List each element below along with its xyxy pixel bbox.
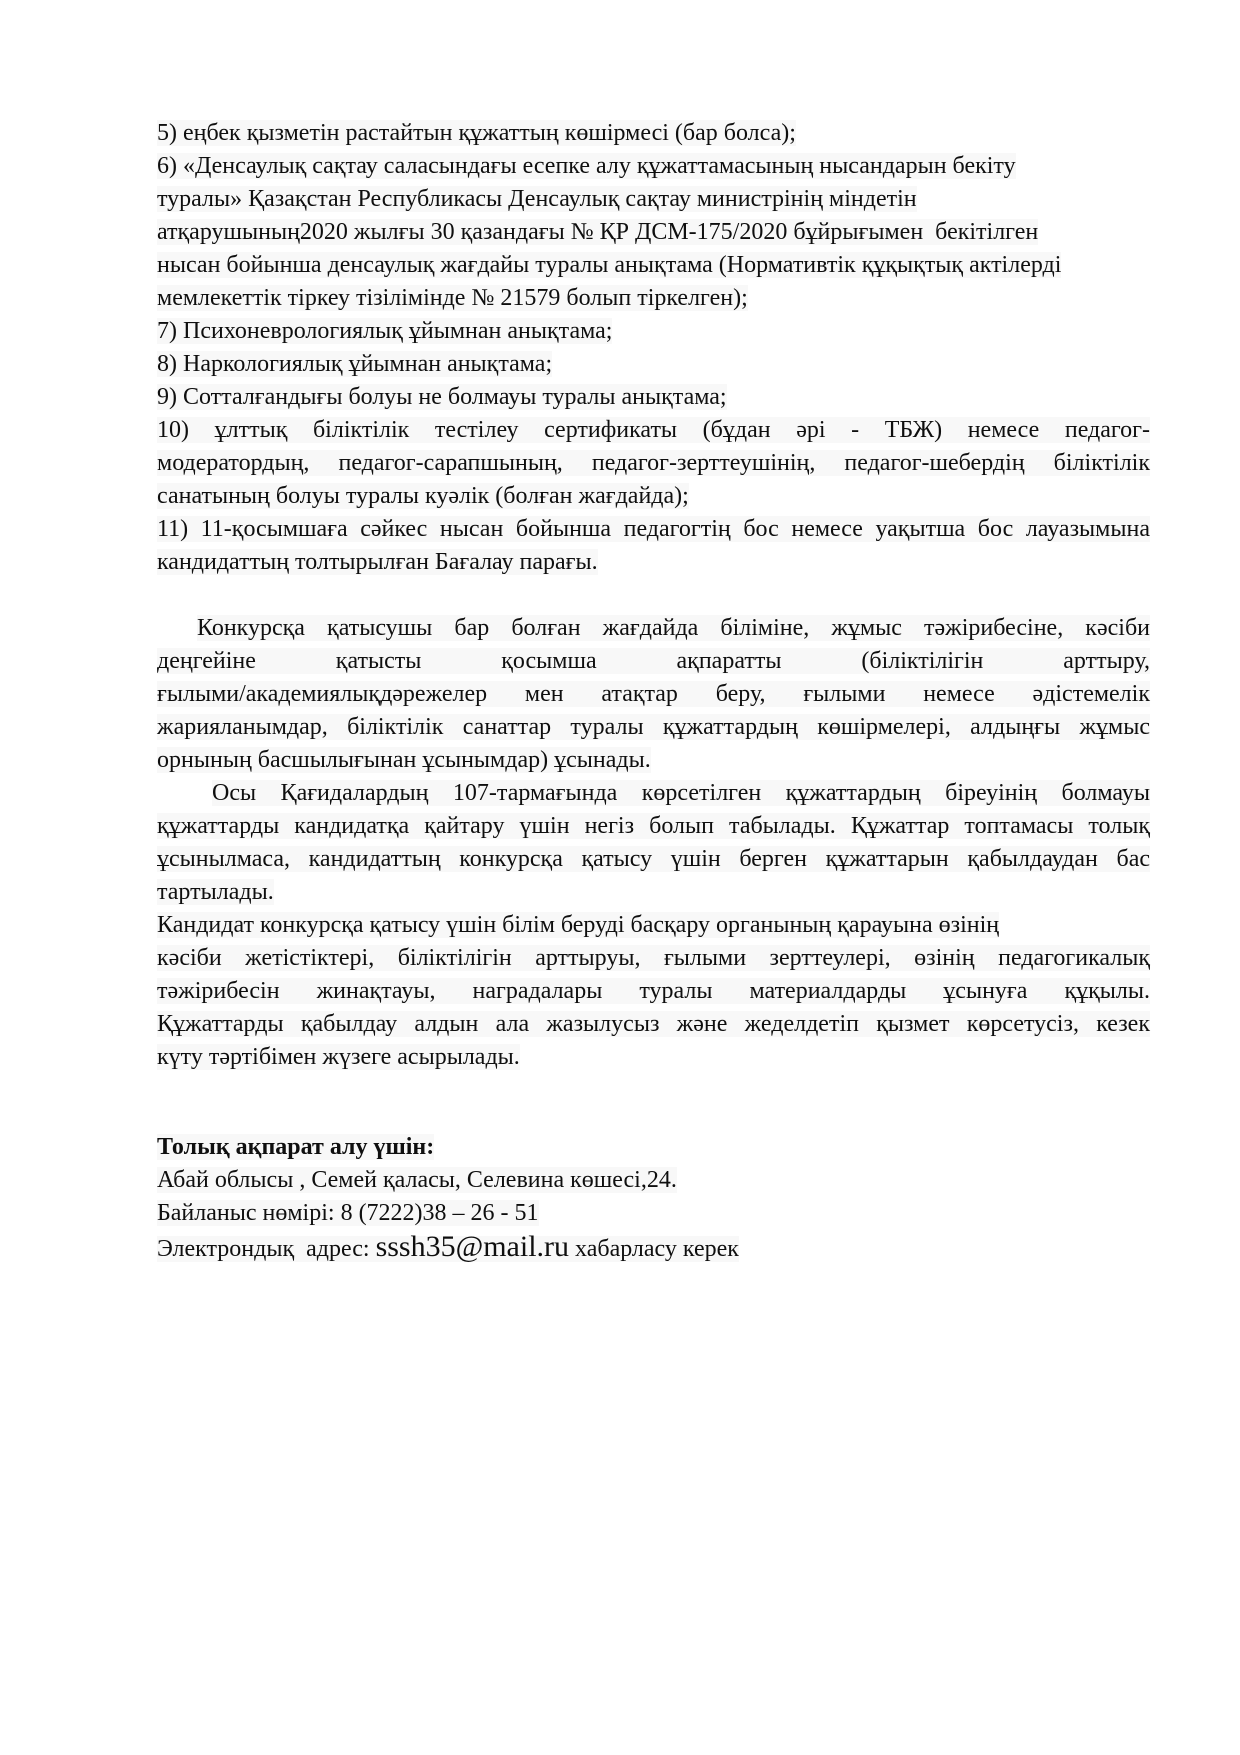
text-run	[157, 1167, 677, 1193]
document-content	[157, 117, 1150, 1263]
text-fragment: 10) ұлттық біліктілік тестілеу сертификаты (бұдан әрі - ТБЖ) немесе педагог-	[157, 417, 1150, 443]
text-run	[157, 648, 1150, 674]
text-run	[157, 978, 1150, 1004]
text-fragment: санатының болуы туралы куәлік (болған жағдайда);	[157, 483, 689, 509]
text-run	[157, 351, 552, 377]
text-fragment: туралы» Қазақстан Республикасы Денсаулық сақтау министрінің міндетін	[157, 186, 917, 212]
text-run	[157, 879, 274, 905]
text-run	[157, 1134, 434, 1160]
text-fragment: орнының басшылығынан ұсынымдар) ұсынады.	[157, 747, 651, 773]
text-run	[157, 120, 796, 146]
text-fragment: жарияланымдар, біліктілік санаттар туралы құжаттардың көшірмелері, алдыңғы жұмыс	[157, 714, 1150, 740]
text-line	[157, 513, 1150, 546]
text-line	[157, 909, 1150, 942]
text-run	[157, 318, 612, 344]
text-line	[157, 216, 1150, 249]
text-fragment: Байланыс нөмірі: 8 (7222)38 – 26 - 51	[157, 1200, 539, 1226]
text-fragment: Конкурсқа қатысушы бар болған жағдайда біліміне, жұмыс тәжірибесіне, кәсіби	[197, 615, 1150, 641]
text-fragment: тартылады.	[157, 879, 274, 905]
text-line	[157, 942, 1150, 975]
text-fragment: құжаттарды кандидатқа қайтару үшін негіз болып табылады. Құжаттар топтамасы толық	[157, 813, 1150, 839]
text-fragment: 11) 11-қосымшаға сәйкес нысан бойынша педагогтің бос немесе уақытша бос лауазымына	[157, 516, 1150, 542]
text-run	[157, 384, 727, 410]
text-run	[157, 945, 1150, 971]
text-line	[157, 414, 1150, 447]
text-line	[157, 546, 1150, 579]
text-fragment: Абай облысы , Семей қаласы, Селевина көшесі,24.	[157, 1167, 677, 1193]
text-run	[197, 615, 1150, 641]
text-fragment: 7) Психоневрологиялық ұйымнан анықтама;	[157, 318, 613, 344]
text-fragment: ғылыми/академиялықдәрежелер мен атақтар беру, ғылыми немесе әдістемелік	[157, 681, 1150, 707]
contact-address	[157, 1164, 1150, 1197]
text-fragment: хабарласу керек	[569, 1236, 739, 1262]
text-run	[157, 450, 1150, 476]
text-line	[157, 612, 1150, 645]
text-line	[157, 645, 1150, 678]
vertical-spacer	[157, 1074, 1150, 1131]
text-fragment: модератордың, педагог-сарапшының, педагог-зерттеушінің, педагог-шебердің біліктілік	[157, 450, 1150, 476]
text-fragment: кандидаттың толтырылған Бағалау парағы.	[157, 549, 598, 575]
text-fragment: 5) еңбек қызметін растайтын құжаттың көшірмесі (бар болса);	[157, 120, 796, 146]
text-fragment: тәжірибесін жинақтауы, наградалары туралы материалдарды ұсынуға құқылы.	[157, 978, 1150, 1004]
text-line	[157, 1041, 1150, 1074]
text-line	[157, 744, 1150, 777]
text-line	[157, 975, 1150, 1008]
text-fragment: Құжаттарды қабылдау алдын ала жазылусыз және жеделдетіп қызмет көрсетусіз, кезек	[157, 1011, 1150, 1037]
text-run	[157, 252, 1061, 278]
text-fragment: күту тәртібімен жүзеге асырылады.	[157, 1044, 520, 1070]
text-fragment: деңгейіне қатысты қосымша ақпаратты (біліктілігін арттыру,	[157, 648, 1150, 674]
contact-phone	[157, 1197, 1150, 1230]
text-line	[157, 150, 1150, 183]
text-line	[157, 381, 1150, 414]
text-line	[157, 282, 1150, 315]
text-run	[157, 219, 1038, 245]
text-run	[157, 846, 1150, 872]
text-run	[157, 912, 999, 938]
text-line	[157, 810, 1150, 843]
text-run	[212, 780, 1150, 806]
text-line	[157, 1008, 1150, 1041]
text-line	[157, 315, 1150, 348]
text-run	[157, 153, 1016, 179]
contact-email-line	[157, 1230, 1150, 1263]
email-address: sssh35@mail.ru	[375, 1230, 570, 1263]
text-run	[157, 1011, 1150, 1037]
text-run	[157, 285, 748, 311]
text-run	[157, 747, 651, 773]
text-run	[157, 516, 1150, 542]
text-line	[157, 711, 1150, 744]
text-line	[157, 348, 1150, 381]
text-line	[157, 447, 1150, 480]
text-run	[157, 813, 1150, 839]
text-line	[157, 480, 1150, 513]
text-line	[157, 876, 1150, 909]
text-line	[157, 117, 1150, 150]
text-fragment: Электрондық адрес:	[157, 1236, 376, 1262]
text-run	[157, 1230, 739, 1263]
text-fragment: 6) «Денсаулық сақтау саласындағы есепке алу құжаттамасының нысандарын бекіту	[157, 153, 1016, 179]
text-line	[157, 678, 1150, 711]
text-run	[157, 417, 1150, 443]
text-line	[157, 843, 1150, 876]
text-line	[157, 249, 1150, 282]
text-run	[157, 681, 1150, 707]
blank-line	[157, 579, 1150, 612]
text-fragment: ұсынылмаса, кандидаттың конкурсқа қатысу үшін берген құжаттарын қабылдаудан бас	[157, 846, 1150, 872]
text-fragment: Толық ақпарат алу үшін:	[157, 1134, 435, 1160]
text-fragment: Осы Қағидалардың 107-тармағында көрсетілген құжаттардың біреуінің болмауы	[212, 780, 1150, 806]
text-fragment: 9) Сотталғандығы болуы не болмауы туралы анықтама;	[157, 384, 727, 410]
text-run	[157, 1200, 539, 1226]
contact-heading	[157, 1131, 1150, 1164]
text-fragment: атқарушының2020 жылғы 30 қазандағы № ҚР ДСМ-175/2020 бұйрығымен бекітілген	[157, 219, 1039, 245]
text-run	[157, 483, 689, 509]
text-fragment: нысан бойынша денсаулық жағдайы туралы анықтама (Нормативтік құқықтық актілерді	[157, 252, 1062, 278]
text-run	[157, 549, 598, 575]
text-fragment: мемлекеттік тіркеу тізілімінде № 21579 болып тіркелген);	[157, 285, 748, 311]
text-fragment: кәсіби жетістіктері, біліктілігін арттыруы, ғылыми зерттеулері, өзінің педагогикалық	[157, 945, 1150, 971]
text-line	[157, 183, 1150, 216]
text-fragment: 8) Наркологиялық ұйымнан анықтама;	[157, 351, 553, 377]
text-run	[157, 714, 1150, 740]
text-run	[157, 186, 917, 212]
text-line	[157, 777, 1150, 810]
text-run	[157, 1044, 520, 1070]
text-fragment: Кандидат конкурсқа қатысу үшін білім беруді басқару органының қарауына өзінің	[157, 912, 1000, 938]
